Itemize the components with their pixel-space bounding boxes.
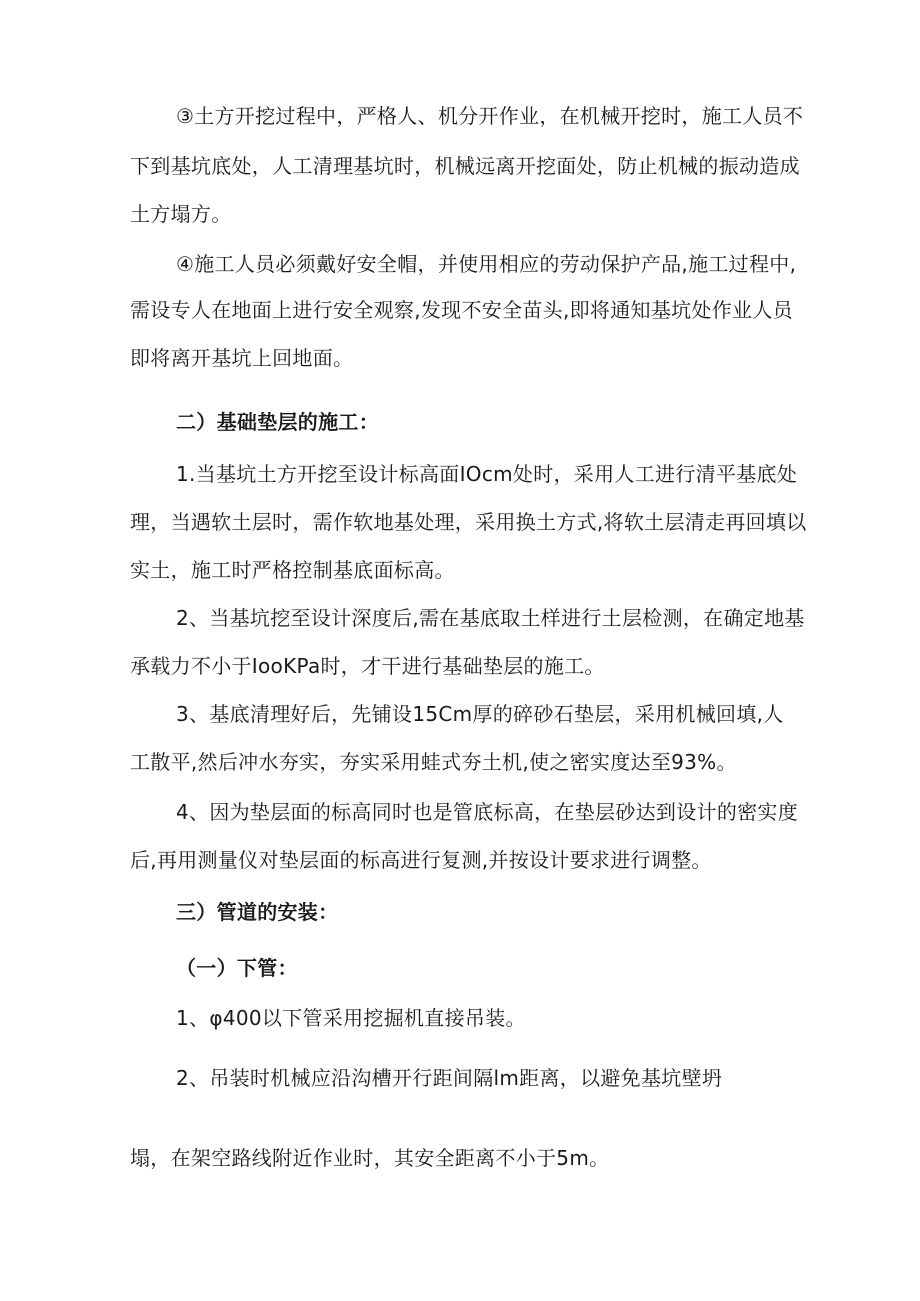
paragraph-line: 1.当基坑土方开挖至设计标高面IOcm处时，采用人工进行清平基底处 [176, 462, 798, 486]
paragraph-line: 工散平,然后冲水夯实，夯实采用蛙式夯土机,使之密实度达至93%。 [130, 750, 737, 774]
paragraph-line: 土方塌方。 [130, 202, 232, 226]
paragraph-line: 1、φ400以下管采用挖掘机直接吊装。 [176, 1006, 526, 1030]
paragraph-line: 4、因为垫层面的标高同时也是管底标高，在垫层砂达到设计的密实度 [176, 800, 799, 824]
section-heading: 三）管道的安装： [176, 900, 339, 924]
paragraph-line: 下到基坑底处，人工清理基坑时，机械远离开挖面处，防止机械的振动造成 [130, 154, 800, 178]
paragraph-line: 理，当遇软土层时，需作软地基处理，采用换土方式,将软土层清走再回填以 [130, 510, 807, 534]
paragraph-line: 2、吊装时机械应沿沟槽开行距间隔lm距离，以避免基坑壁坍 [176, 1066, 723, 1090]
paragraph-line: 后,再用测量仪对垫层面的标高进行复测,并按设计要求进行调整。 [130, 848, 712, 872]
paragraph-line: 承载力不小于IooKPa时，才干进行基础垫层的施工。 [130, 654, 605, 678]
paragraph-line: 2、当基坑挖至设计深度后,需在基底取土样进行土层检测，在确定地基 [176, 606, 805, 630]
paragraph-line: 塌，在架空路线附近作业时，其安全距离不小于5m。 [130, 1146, 610, 1170]
paragraph-line: ④施工人员必须戴好安全帽，并使用相应的劳动保护产品,施工过程中, [176, 252, 797, 276]
paragraph-line: 需设专人在地面上进行安全观察,发现不安全苗头,即将通知基坑处作业人员 [130, 298, 793, 322]
paragraph-line: 3、基底清理好后，先铺设15Cm厚的碎砂石垫层，采用机械回填,人 [176, 702, 784, 726]
subsection-heading: （一）下管： [176, 956, 298, 980]
paragraph-line: 即将离开基坑上回地面。 [130, 346, 354, 370]
paragraph-line: 实土，施工时严格控制基底面标高。 [130, 558, 455, 582]
paragraph-line: ③土方开挖过程中，严格人、机分开作业，在机械开挖时，施工人员不 [176, 104, 804, 128]
section-heading: 二）基础垫层的施工： [176, 410, 379, 434]
